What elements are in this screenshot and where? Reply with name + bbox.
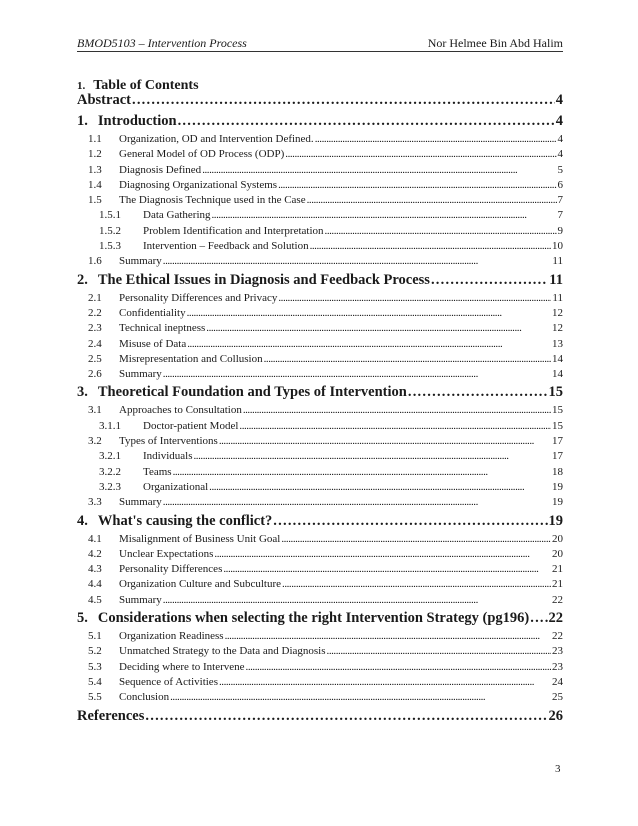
toc-entry[interactable] — [77, 644, 563, 659]
toc-entry-title: Teams — [143, 465, 172, 478]
toc-entry-page: 20 — [552, 532, 563, 545]
toc-entry-title: Confidentiality — [119, 306, 186, 319]
toc-entry[interactable] — [77, 193, 563, 208]
toc-entry-number: 1.5.2 — [99, 224, 121, 237]
toc-entry[interactable] — [77, 449, 563, 464]
toc-entry-number: 4.4 — [88, 578, 102, 591]
toc-entry-number: 4. — [77, 512, 88, 529]
toc-entry[interactable] — [77, 690, 563, 705]
toc-entry-page: 20 — [552, 547, 563, 560]
toc-entry[interactable] — [77, 532, 563, 547]
toc-entry-title: What's causing the conflict? — [97, 512, 273, 529]
dot-leader — [325, 224, 557, 239]
toc-entry[interactable] — [77, 132, 563, 147]
toc-entry-number: 1.6 — [88, 255, 102, 268]
toc-entry[interactable] — [77, 547, 563, 562]
dot-leader — [285, 147, 556, 162]
dot-leader — [264, 352, 551, 367]
toc-entry[interactable] — [77, 577, 563, 592]
dot-leader — [214, 547, 551, 562]
toc-entry[interactable] — [77, 367, 563, 382]
toc-entry-page: 22 — [552, 630, 563, 643]
toc-entry-title: Misrepresentation and Collusion — [119, 352, 263, 365]
dot-leader — [278, 291, 551, 306]
toc-entry-number: 4.1 — [88, 532, 102, 545]
toc-entry-title: Doctor-patient Model — [143, 419, 239, 432]
toc-entry-number: 3.2 — [88, 435, 102, 448]
toc-entry-number: 3. — [77, 384, 88, 401]
dot-leader — [163, 495, 551, 510]
toc-entry-page: 17 — [552, 450, 563, 463]
toc-entry[interactable] — [77, 291, 563, 306]
toc-entry[interactable] — [77, 465, 563, 480]
toc-entry-page: 26 — [548, 707, 563, 724]
toc-entry-title: Introduction — [97, 113, 177, 129]
toc-entry-page: 11 — [549, 271, 563, 288]
toc-entry[interactable] — [77, 660, 563, 675]
toc-entry[interactable] — [77, 270, 563, 291]
toc-entry-page: 11 — [552, 255, 563, 268]
toc-entry-number: 5. — [77, 610, 88, 627]
toc-entry-page: 14 — [552, 368, 563, 381]
toc-entry-page: 4 — [557, 133, 563, 145]
toc-entry-number: 1. — [77, 113, 88, 129]
toc-entry-number: 5.3 — [88, 660, 102, 673]
toc-entry[interactable] — [77, 480, 563, 495]
dot-leader — [225, 629, 551, 644]
page-number: 3 — [555, 763, 561, 775]
toc-entry-number: 3.2.1 — [99, 450, 121, 463]
toc-entry-title: Misalignment of Business Unit Goal — [119, 532, 281, 545]
toc-entry-number: 1.2 — [88, 148, 102, 161]
toc-entry-title: Diagnosing Organizational Systems — [119, 178, 278, 191]
toc-entry[interactable] — [77, 254, 563, 269]
dot-leader — [163, 367, 551, 382]
toc-entry[interactable] — [77, 321, 563, 336]
dot-leader — [194, 449, 552, 464]
dot-leader — [246, 660, 551, 675]
toc-entry-number: 5.1 — [88, 630, 102, 643]
toc-entry-number: 2. — [77, 271, 88, 288]
toc-entry-page: 23 — [552, 660, 563, 673]
dot-leader — [209, 480, 551, 495]
toc-entry-title: Approaches to Consultation — [119, 404, 242, 417]
dot-leader — [212, 208, 557, 223]
toc-entry[interactable] — [77, 593, 563, 608]
toc-entry[interactable] — [77, 90, 563, 111]
toc-entry-title: Organization, OD and Intervention Defined. — [119, 133, 314, 145]
toc-entry-page: 15 — [552, 404, 563, 417]
toc-entry-title: Organization Readiness — [119, 630, 224, 643]
dot-leader — [282, 577, 551, 592]
toc-entry-page: 12 — [552, 322, 563, 335]
toc-entry-page: 6 — [557, 178, 563, 191]
toc-entry-page: 21 — [552, 578, 563, 591]
toc-entry[interactable] — [77, 208, 563, 223]
toc-entry-page: 10 — [552, 240, 563, 253]
toc-entry-number: 1.5.3 — [99, 240, 121, 253]
toc-entry-title: Technical ineptness — [119, 322, 206, 335]
toc-entry-number: 1.5.1 — [99, 209, 121, 222]
dot-leader — [310, 239, 551, 254]
toc-entry-title: Individuals — [143, 450, 193, 463]
toc-entry[interactable] — [77, 306, 563, 321]
toc-entry-page: 18 — [552, 465, 563, 478]
dot-leader — [273, 511, 547, 532]
dot-leader — [187, 306, 551, 321]
toc-entry-page: 13 — [552, 337, 563, 350]
toc-entry-number: 5.4 — [88, 675, 102, 688]
dot-leader — [170, 690, 551, 705]
toc-entry-title: Organization Culture and Subculture — [119, 578, 282, 591]
dot-leader — [219, 675, 551, 690]
toc-entry-title: Summary — [119, 593, 162, 606]
dot-leader — [278, 178, 556, 193]
toc-entry[interactable] — [77, 224, 563, 239]
toc-entry-page: 9 — [557, 224, 563, 237]
toc-entry-page: 22 — [548, 610, 563, 627]
toc-heading-number: 1. — [77, 80, 86, 92]
toc-entry-page: 23 — [552, 645, 563, 658]
dot-leader — [281, 532, 551, 547]
toc-entry-title: Personality Differences — [119, 563, 223, 576]
dot-leader — [202, 163, 556, 178]
toc-entry-page: 7 — [557, 209, 563, 222]
toc-entry-title: General Model of OD Process (ODP) — [119, 148, 285, 161]
toc-entry[interactable] — [77, 382, 563, 403]
toc-entry-number: 3.2.2 — [99, 465, 121, 478]
toc-entry-title: Misuse of Data — [119, 337, 187, 350]
toc-entry-title: Theoretical Foundation and Types of Intervention — [97, 384, 407, 401]
toc-entry[interactable] — [77, 419, 563, 434]
toc-entry-page: 19 — [552, 480, 563, 493]
toc-entry-title: References — [77, 707, 145, 724]
toc-entry[interactable] — [77, 706, 563, 727]
toc-entry-number: 2.5 — [88, 352, 102, 365]
toc-entry-title: Data Gathering — [143, 209, 211, 222]
toc-entry[interactable] — [77, 111, 563, 132]
toc-entry-title: Deciding where to Intervene — [119, 660, 245, 673]
toc-entry-title: Organizational — [143, 480, 209, 493]
dot-leader — [315, 132, 557, 147]
toc-entry[interactable] — [77, 675, 563, 690]
toc-entry-page: 17 — [552, 435, 563, 448]
dot-leader — [219, 434, 551, 449]
dot-leader — [243, 403, 551, 418]
toc-entry-number: 2.2 — [88, 306, 102, 319]
toc-entry-number: 3.2.3 — [99, 480, 121, 493]
toc-entry-title: Summary — [119, 255, 162, 268]
toc-entry-number: 1.3 — [88, 163, 102, 176]
toc-entry-number: 3.1 — [88, 404, 102, 417]
dot-leader — [145, 706, 547, 727]
toc-entry[interactable] — [77, 163, 563, 178]
toc-entry-title: The Ethical Issues in Diagnosis and Feedback Process — [97, 271, 430, 288]
toc-entry-page: 15 — [548, 384, 563, 401]
dot-leader — [307, 193, 557, 208]
toc-entry-number: 1.1 — [88, 133, 102, 145]
toc-entry-page: 14 — [552, 352, 563, 365]
toc-entry-page: 4 — [557, 148, 563, 161]
toc-entry-number: 2.6 — [88, 368, 102, 381]
toc-entry-title: Unclear Expectations — [119, 547, 214, 560]
table-of-contents — [77, 90, 563, 727]
toc-entry-title: Summary — [119, 496, 162, 509]
toc-entry[interactable] — [77, 562, 563, 577]
toc-entry-title: The Diagnosis Technique used in the Case — [119, 194, 306, 207]
dot-leader — [223, 562, 551, 577]
toc-entry-page: 4 — [555, 92, 563, 108]
toc-entry-title: Sequence of Activities — [119, 675, 218, 688]
toc-entry-title: Conclusion — [119, 691, 170, 704]
toc-entry-page: 19 — [548, 512, 563, 529]
toc-entry-page: 15 — [552, 419, 563, 432]
toc-entry-page: 5 — [557, 163, 563, 176]
toc-entry-title: Problem Identification and Interpretation — [143, 224, 324, 237]
toc-entry[interactable] — [77, 178, 563, 193]
toc-entry-title: Abstract — [77, 92, 131, 108]
toc-entry-number: 4.5 — [88, 593, 102, 606]
toc-entry-title: Considerations when selecting the right Intervention Strategy (pg196) — [97, 610, 530, 627]
toc-entry[interactable] — [77, 495, 563, 510]
toc-entry-page: 11 — [552, 291, 563, 304]
toc-entry-title: Diagnosis Defined — [119, 163, 202, 176]
dot-leader — [132, 90, 555, 111]
toc-entry-title: Types of Interventions — [119, 435, 218, 448]
toc-entry-number: 2.4 — [88, 337, 102, 350]
toc-entry[interactable] — [77, 608, 563, 629]
toc-entry-title: Personality Differences and Privacy — [119, 291, 278, 304]
toc-entry-title: Summary — [119, 368, 162, 381]
toc-entry-number: 4.2 — [88, 547, 102, 560]
toc-entry-page: 19 — [552, 496, 563, 509]
dot-leader — [173, 465, 551, 480]
toc-entry[interactable] — [77, 337, 563, 352]
toc-entry[interactable] — [77, 239, 563, 254]
toc-entry-number: 5.5 — [88, 691, 102, 704]
toc-entry-number: 3.1.1 — [99, 419, 121, 432]
toc-entry[interactable] — [77, 147, 563, 162]
toc-entry-number: 1.5 — [88, 194, 102, 207]
dot-leader — [239, 419, 551, 434]
page-header — [77, 36, 563, 51]
toc-entry-number: 5.2 — [88, 645, 102, 658]
dot-leader — [206, 321, 551, 336]
dot-leader — [530, 608, 547, 629]
toc-entry-page: 24 — [552, 675, 563, 688]
toc-entry-page: 12 — [552, 306, 563, 319]
toc-entry-number: 2.1 — [88, 291, 102, 304]
toc-entry-page: 21 — [552, 563, 563, 576]
dot-leader — [178, 111, 555, 132]
toc-entry-title: Intervention – Feedback and Solution — [143, 240, 309, 253]
dot-leader — [408, 382, 548, 403]
toc-entry[interactable] — [77, 403, 563, 418]
header-divider — [77, 51, 563, 52]
toc-entry-page: 25 — [552, 691, 563, 704]
toc-entry-number: 3.3 — [88, 496, 102, 509]
toc-entry[interactable] — [77, 352, 563, 367]
dot-leader — [327, 644, 551, 659]
dot-leader — [187, 337, 551, 352]
toc-entry-page: 4 — [555, 113, 563, 129]
header-author: Nor Helmee Bin Abd Halim — [427, 36, 563, 50]
toc-entry-title: Unmatched Strategy to the Data and Diagnosis — [119, 645, 326, 658]
dot-leader — [163, 254, 552, 269]
header-course-title: BMOD5103 – Intervention Process — [77, 36, 247, 50]
toc-entry[interactable] — [77, 629, 563, 644]
toc-heading-text: Table of Contents — [93, 78, 199, 93]
dot-leader — [163, 593, 551, 608]
toc-entry-number: 4.3 — [88, 563, 102, 576]
toc-entry-number: 1.4 — [88, 178, 102, 191]
toc-entry-page: 7 — [557, 194, 563, 207]
toc-entry[interactable] — [77, 434, 563, 449]
dot-leader — [431, 270, 548, 291]
toc-entry-page: 22 — [552, 593, 563, 606]
toc-entry[interactable] — [77, 511, 563, 532]
toc-entry-number: 2.3 — [88, 322, 102, 335]
